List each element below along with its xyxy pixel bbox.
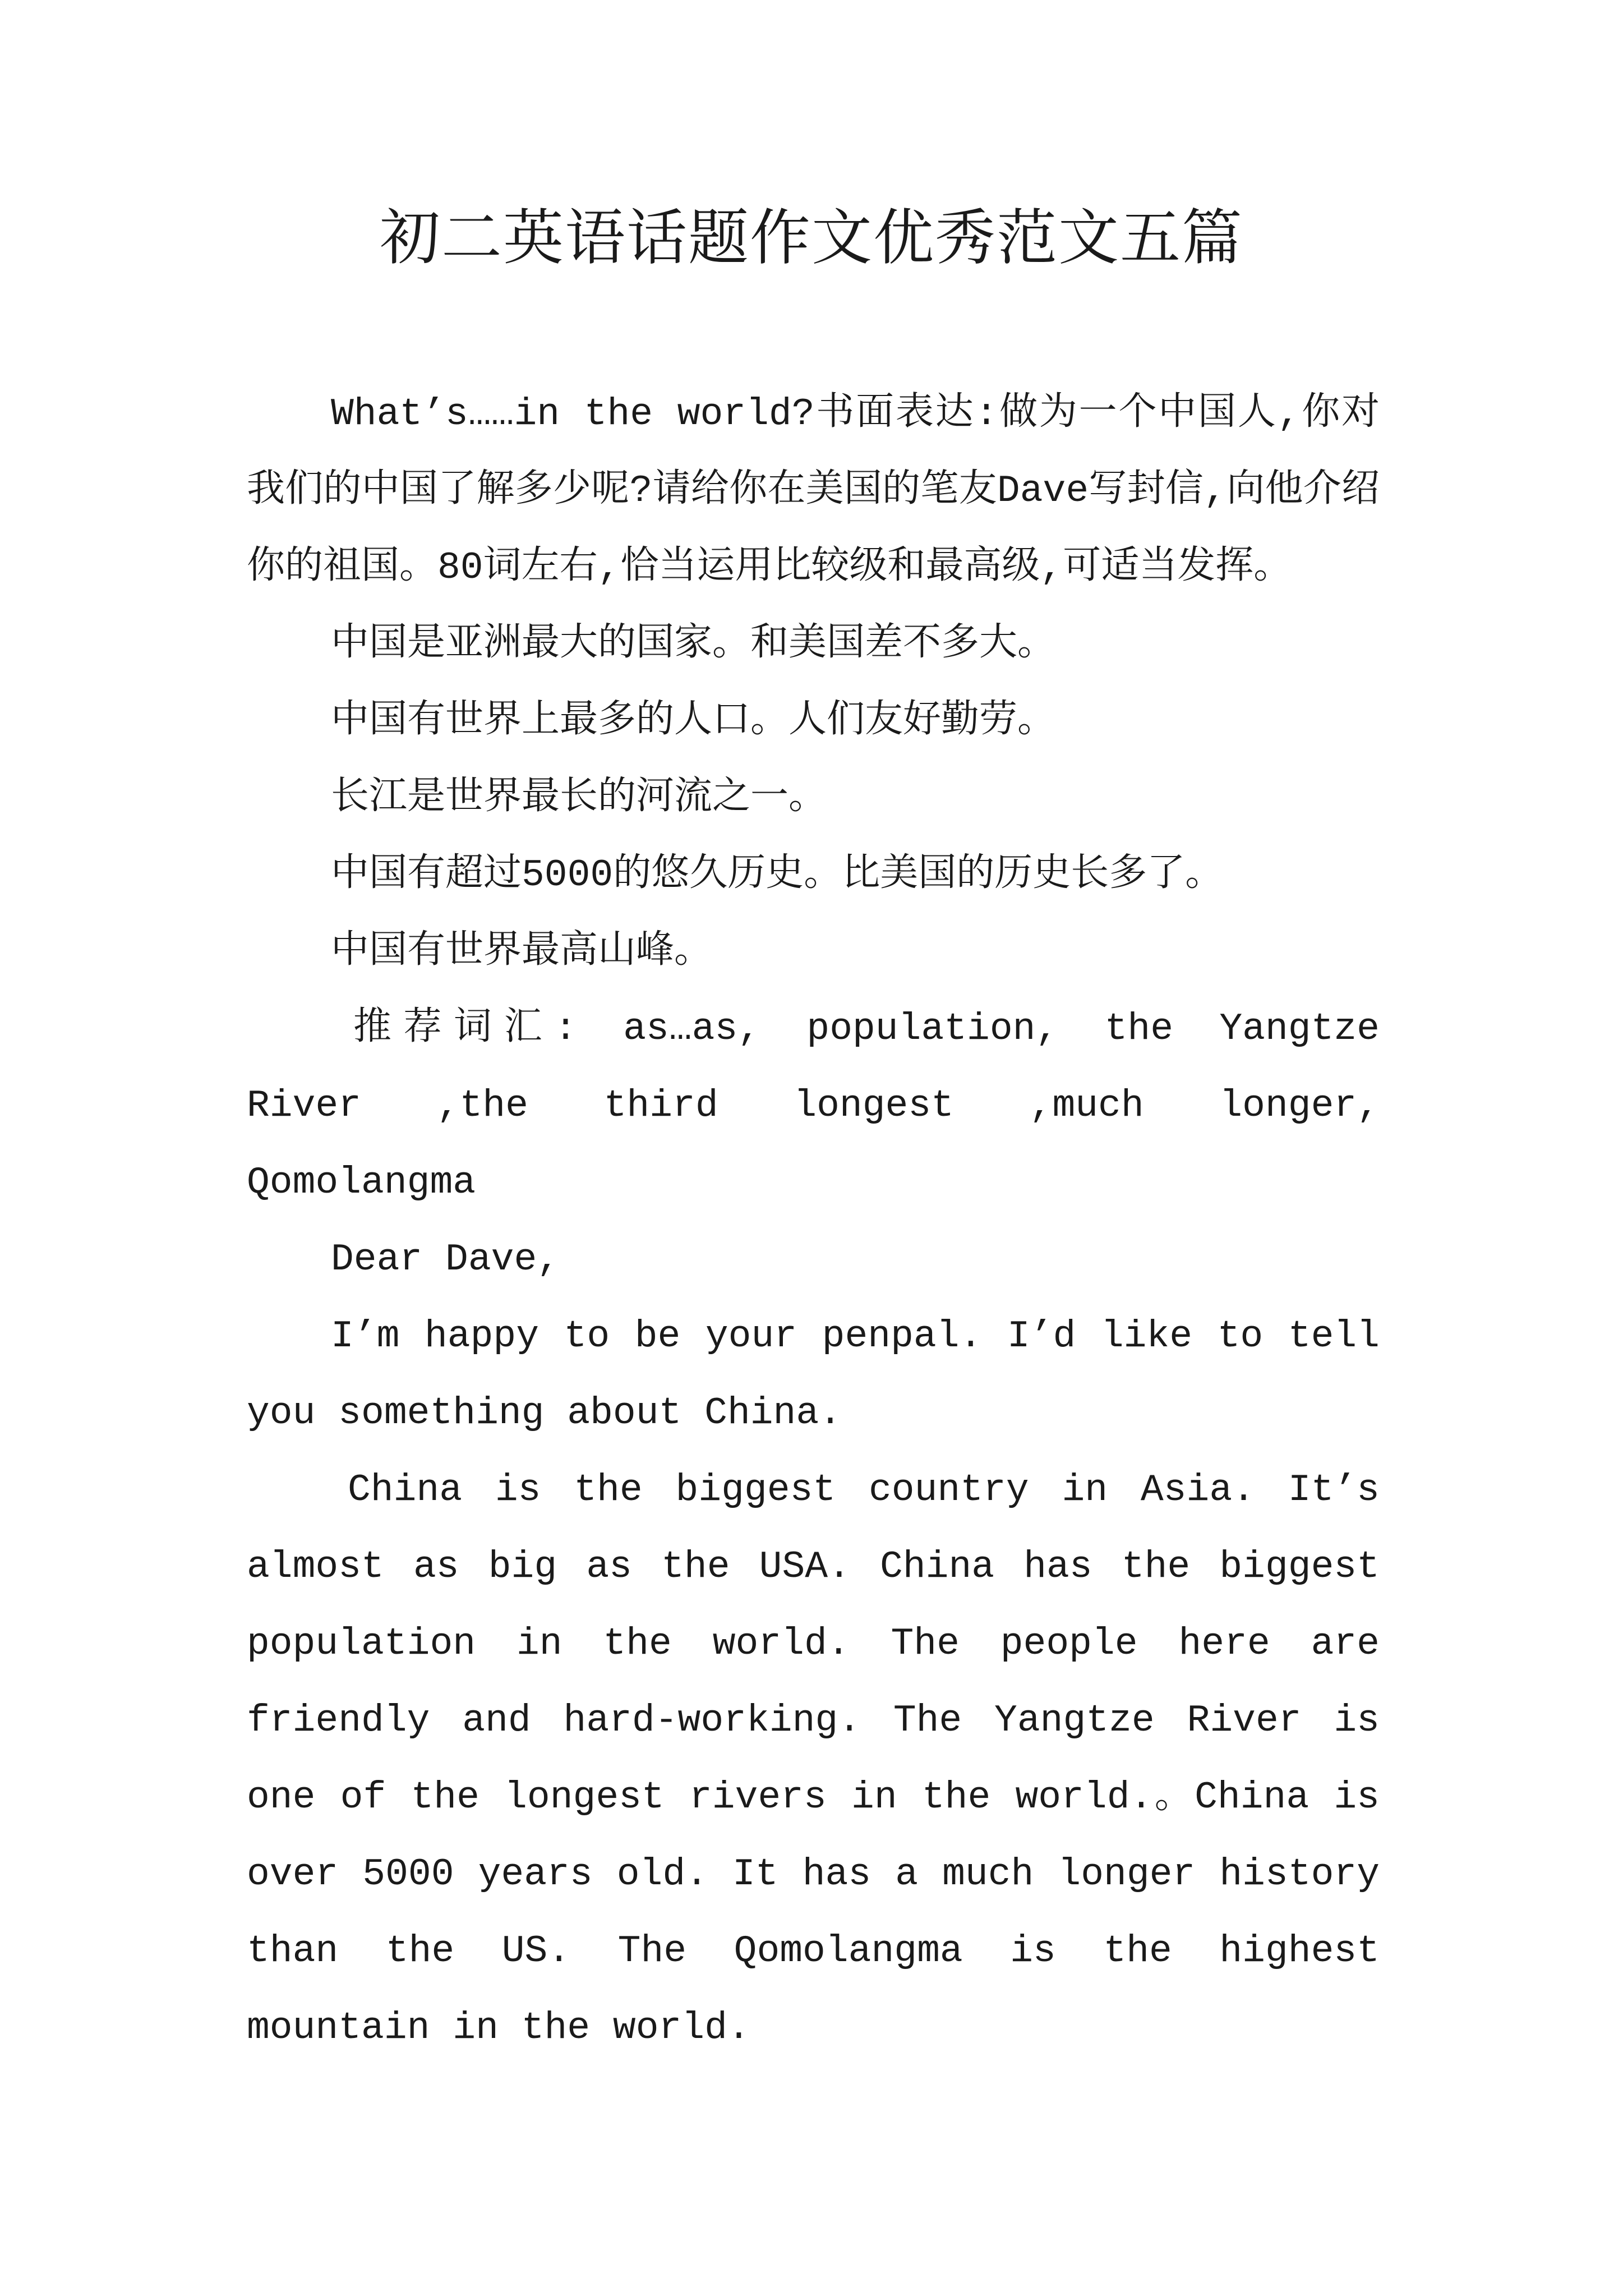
hint-line-4: 中国有超过5000的悠久历史。比美国的历史长多了。 xyxy=(331,854,1224,897)
hint-line-2: 中国有世界上最多的人口。人们友好勤劳。 xyxy=(331,700,1056,743)
hint-line-5: 中国有世界最高山峰。 xyxy=(331,931,713,974)
letter-salutation: Dear Dave, xyxy=(331,1238,560,1281)
recommended-vocabulary: 推荐词汇: as…as, population, the Yangtze River ,the third longest ,much longer, Qomolangma xyxy=(247,1007,1380,1204)
document-title: 初二英语话题作文优秀范文五篇 xyxy=(379,203,1243,273)
document-body xyxy=(247,376,1380,2067)
letter-body-paragraph: China is the biggest country in Asia. It’s almost as big as the USA. China has the biggest population in the world. The people here are friendly and hard-working. The Yangtze River is one of the longest rivers in the world.。China is over 5000 years old. It has a much longer history than the US. The Qomolangma is the highest mountain in the world. xyxy=(247,1469,1380,2050)
hint-line-1: 中国是亚洲最大的国家。和美国差不多大。 xyxy=(331,623,1056,666)
hint-line-3: 长江是世界最长的河流之一。 xyxy=(331,777,827,820)
letter-intro-paragraph: I’m happy to be your penpal. I’d like to tell you something about China. xyxy=(247,1315,1380,1435)
task-prompt-paragraph: What’s……in the world?书面表达:做为一个中国人,你对我们的中国了解多少呢?请给你在美国的笔友Dave写封信,向他介绍你的祖国。80词左右,恰当运用比较级和最高级,可适当发挥。 xyxy=(247,393,1380,590)
